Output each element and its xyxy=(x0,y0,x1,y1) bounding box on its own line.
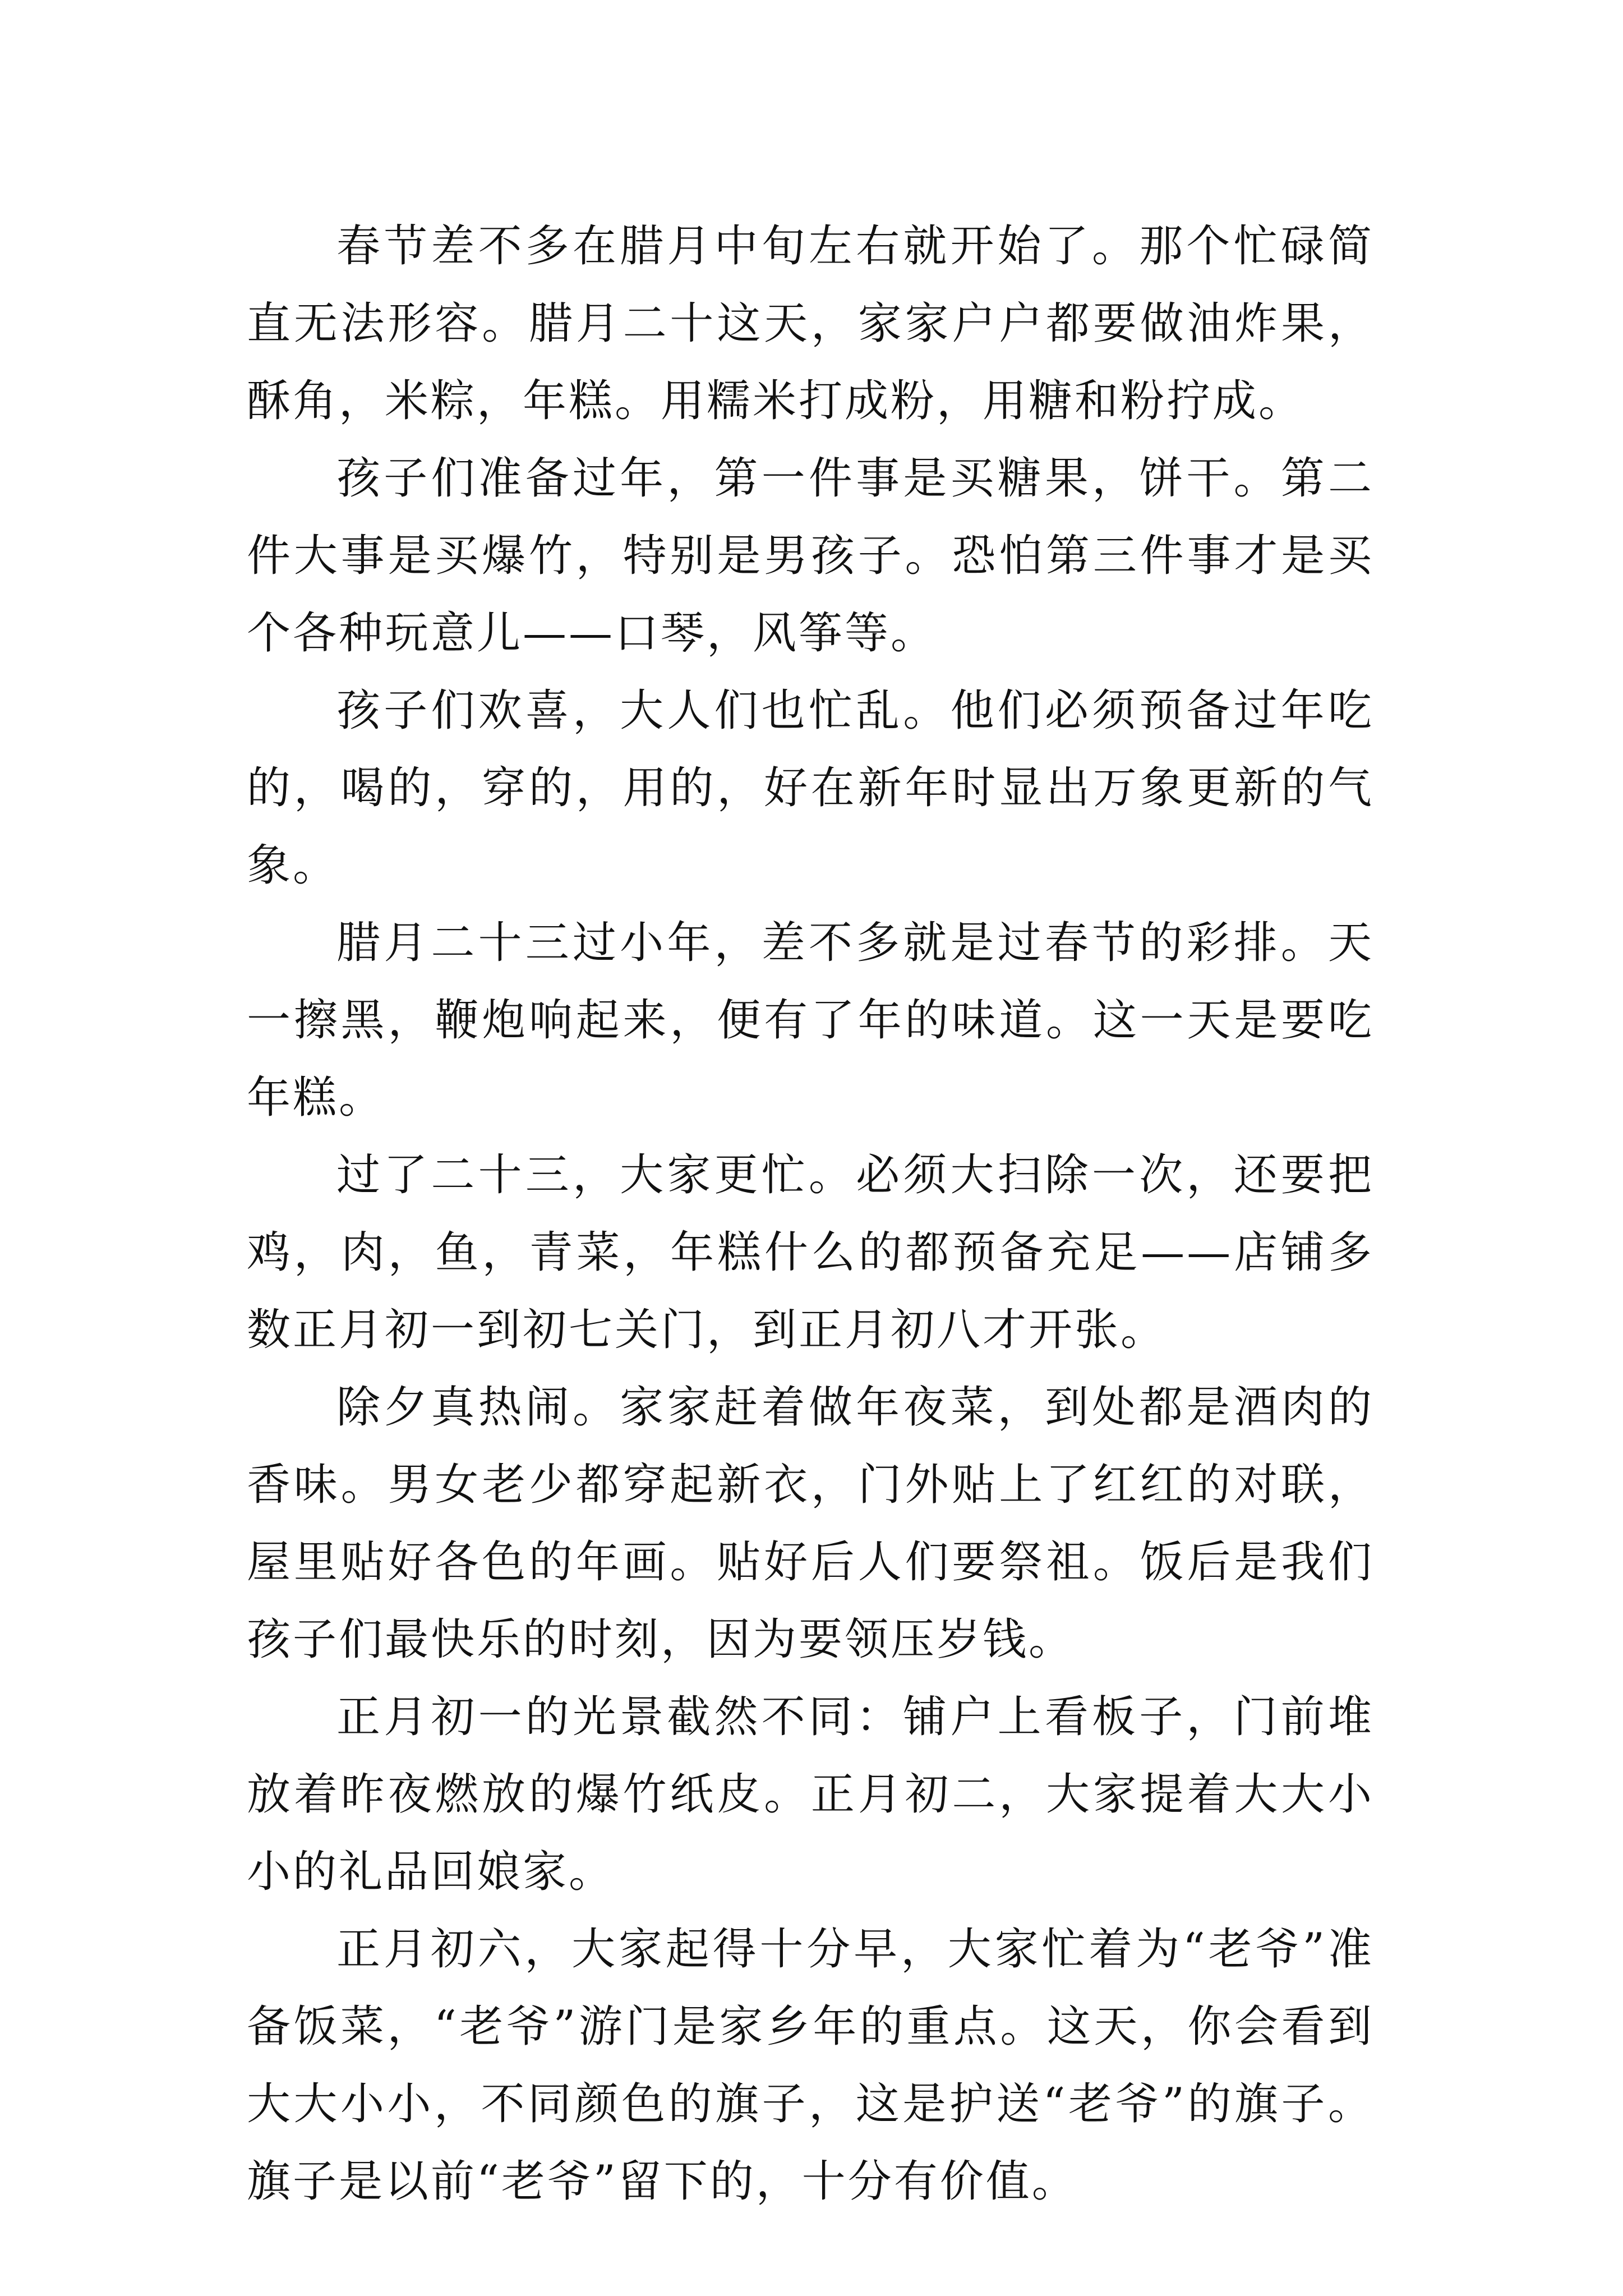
paragraph-6: 除夕真热闹。家家赶着做年夜菜，到处都是酒肉的香味。男女老少都穿起新衣，门外贴上了红红的对联，屋里贴好各色的年画。贴好后人们要祭祖。饭后是我们孩子们最快乐的时刻，因为要领压岁钱。 xyxy=(247,1382,1374,1665)
paragraph-7: 正月初一的光景截然不同：铺户上看板子，门前堆放着昨夜燃放的爆竹纸皮。正月初二，大家提着大大小小的礼品回娘家。 xyxy=(247,1692,1374,1897)
document-body xyxy=(247,208,1374,2220)
paragraph-1: 春节差不多在腊月中旬左右就开始了。那个忙碌简直无法形容。腊月二十这天，家家户户都要做油炸果，酥角，米粽，年糕。用糯米打成粉，用糖和粉拧成。 xyxy=(247,221,1374,426)
paragraph-4: 腊月二十三过小年，差不多就是过春节的彩排。天一擦黑，鞭炮响起来，便有了年的味道。这一天是要吃年糕。 xyxy=(247,918,1374,1123)
paragraph-2: 孩子们准备过年，第一件事是买糖果，饼干。第二件大事是买爆竹，特别是男孩子。恐怕第三件事才是买个各种玩意儿——口琴，风筝等。 xyxy=(247,453,1374,659)
paragraph-8: 正月初六，大家起得十分早，大家忙着为“老爷”准备饭菜，“老爷”游门是家乡年的重点。这天，你会看到大大小小，不同颜色的旗子，这是护送“老爷”的旗子。旗子是以前“老爷”留下的，十分有价值。 xyxy=(247,1924,1374,2207)
paragraph-3: 孩子们欢喜，大人们也忙乱。他们必须预备过年吃的，喝的，穿的，用的，好在新年时显出万象更新的气象。 xyxy=(247,685,1374,891)
paragraph-5: 过了二十三，大家更忙。必须大扫除一次，还要把鸡，肉，鱼，青菜，年糕什么的都预备充足——店铺多数正月初一到初七关门，到正月初八才开张。 xyxy=(247,1150,1374,1355)
